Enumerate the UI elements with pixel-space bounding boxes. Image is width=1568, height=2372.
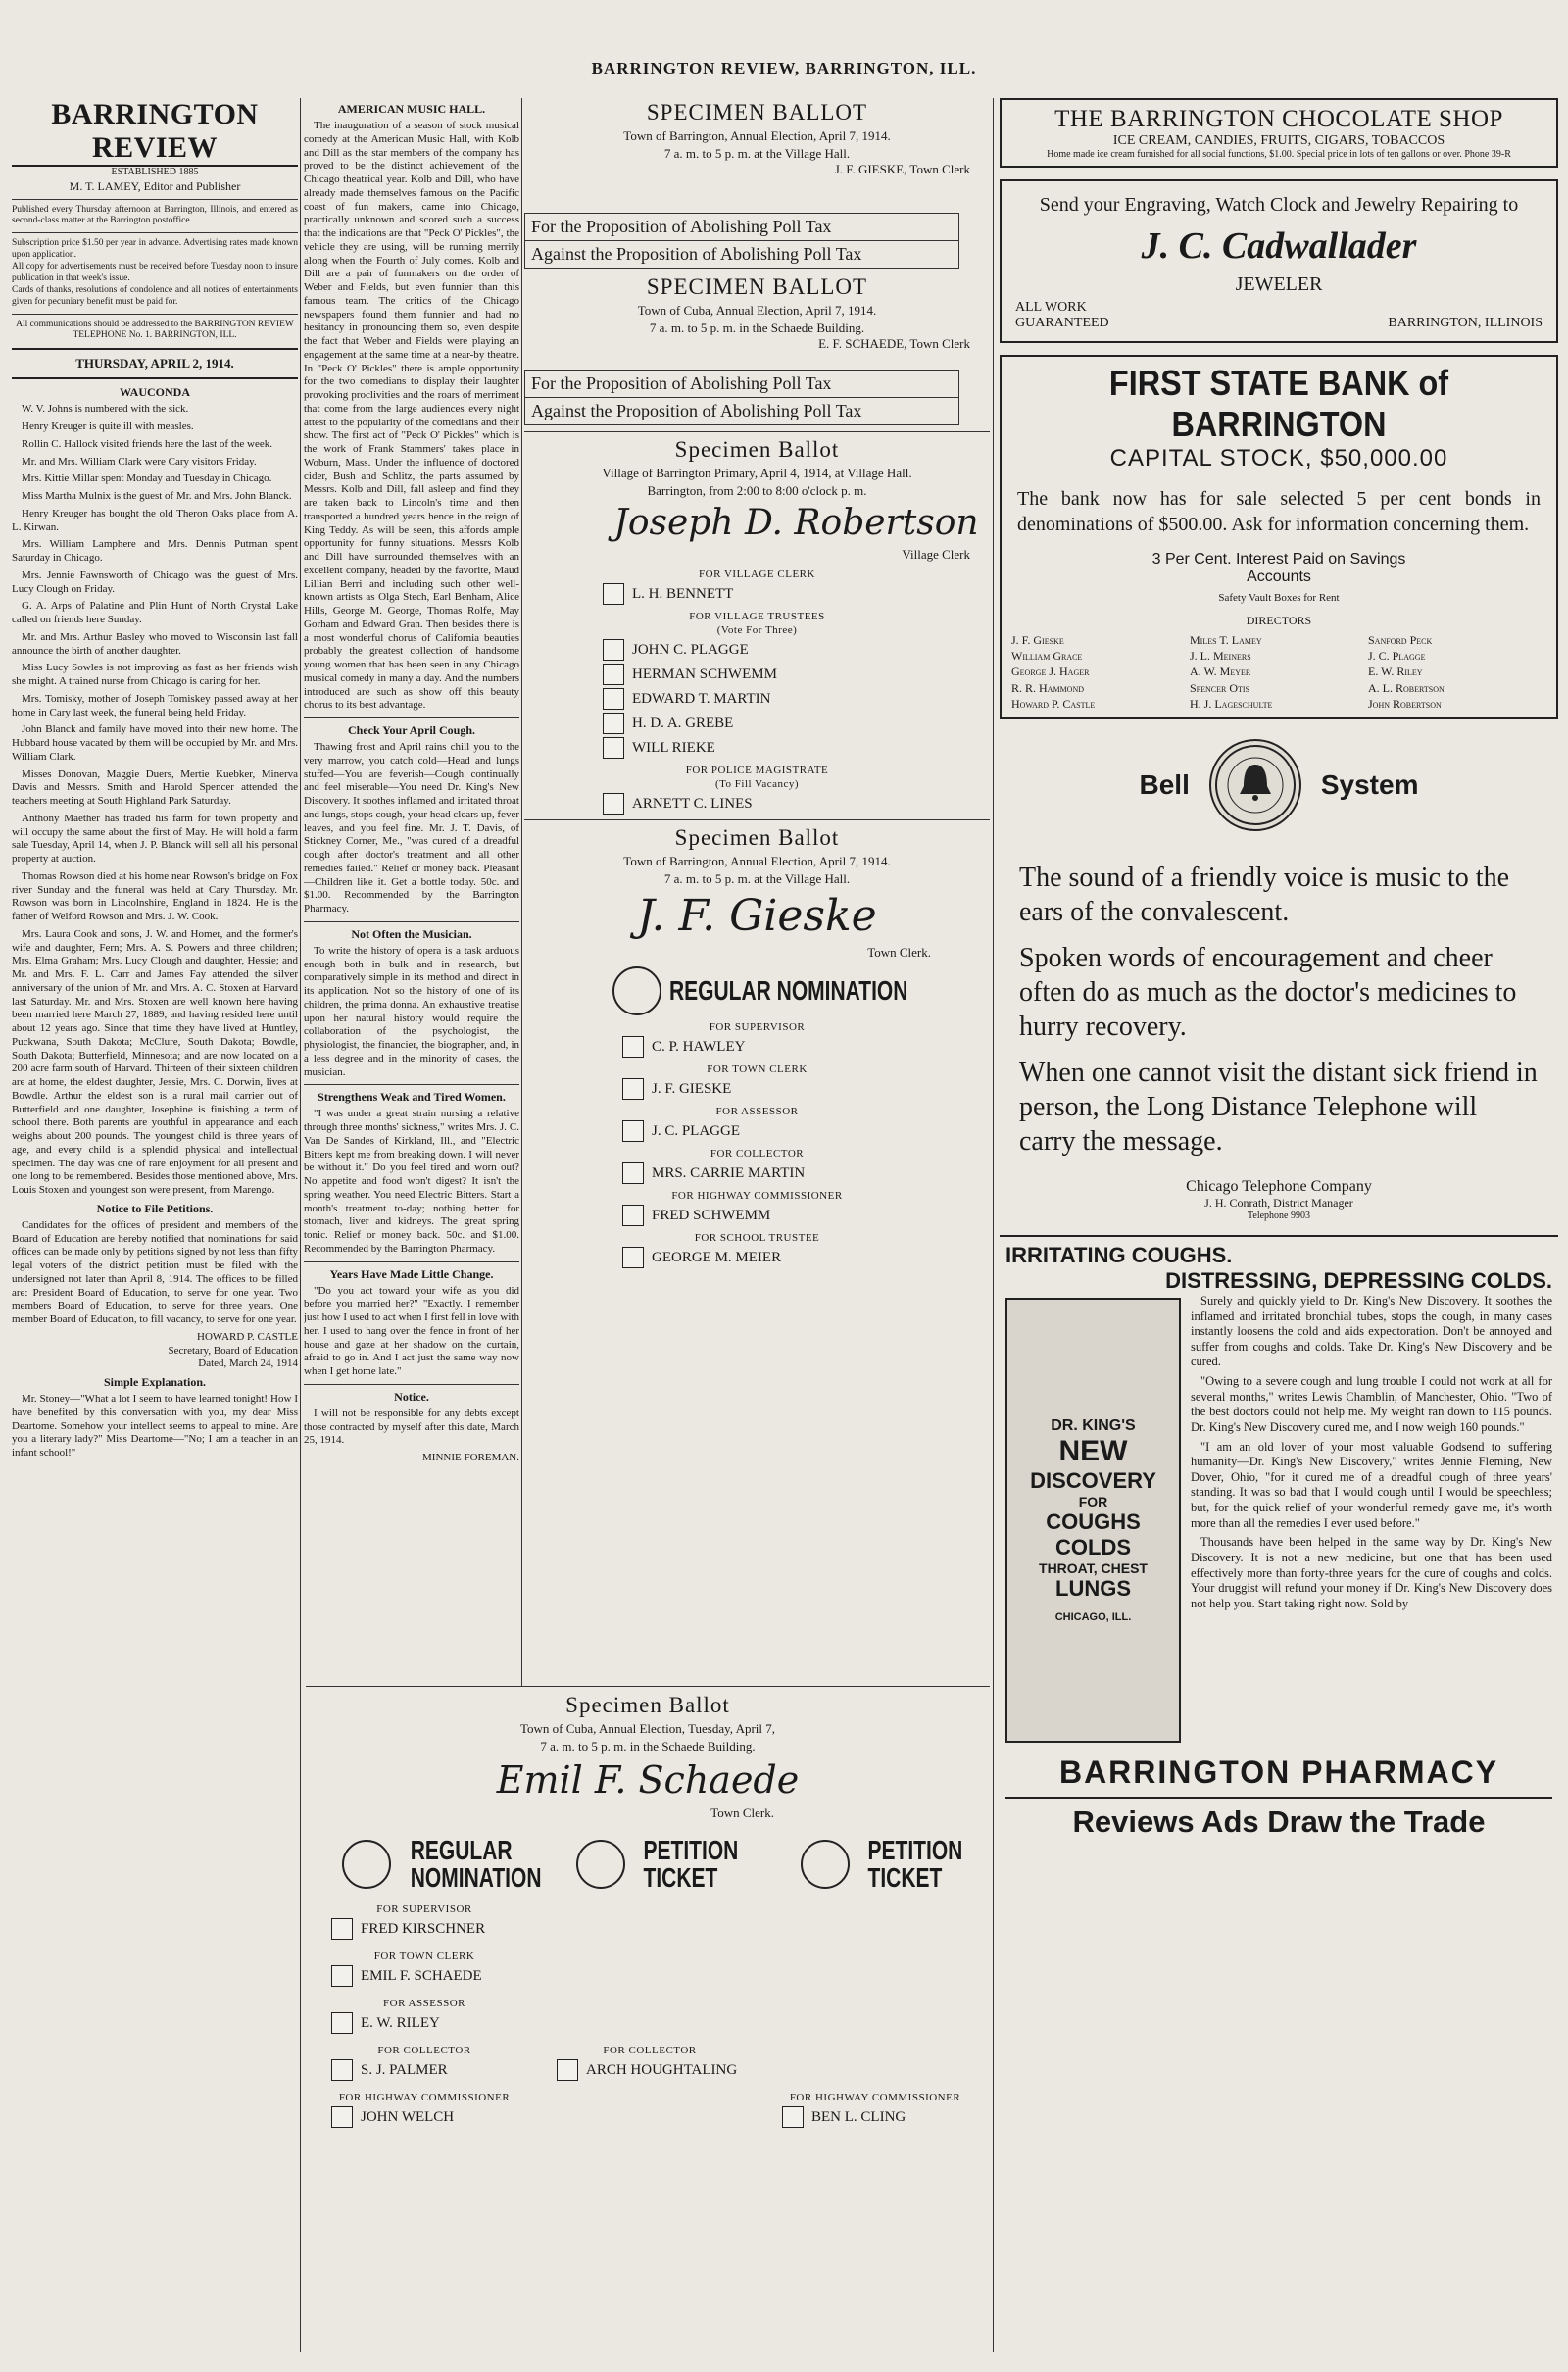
bell-logo-svg: [1213, 743, 1298, 827]
director: E. W. Riley: [1368, 665, 1423, 679]
notice-sign: MINNIE FOREMAN.: [422, 1452, 519, 1463]
system-label: System: [1320, 768, 1419, 800]
news-item: Mrs. Jennie Fawnsworth of Chicago was the guest of Mrs. Lucy Clough on Friday.: [12, 568, 298, 595]
candidate-name: HERMAN SCHWEMM: [632, 666, 777, 682]
chocolate-shop-ad: [1000, 98, 1558, 168]
candidate-row: [622, 1205, 990, 1226]
candidate-row: [603, 713, 990, 734]
cough-heading: Check Your April Cough.: [347, 723, 476, 737]
ballot-line: Barrington, from 2:00 to 8:00 o'clock p. m.: [647, 482, 867, 498]
news-item: Mr. and Mrs. Arthur Basley who moved to Wisconsin last fall announce the birth of another daughter.: [12, 630, 298, 657]
ballot-sign: Town Clerk.: [867, 945, 931, 961]
candidate-row: [603, 583, 990, 605]
regular-nomination-label: REGULAR NOMINATION: [669, 975, 908, 1007]
candidate-row: [603, 793, 990, 815]
candidate-name: ARNETT C. LINES: [632, 795, 753, 812]
office-label: FOR POLICE MAGISTRATE: [685, 765, 829, 777]
director: John Robertson: [1368, 696, 1442, 711]
regular-nomination-row: [612, 966, 990, 1015]
vote-checkbox[interactable]: [622, 1036, 644, 1058]
ad-line: Safety Vault Boxes for Rent: [1218, 592, 1340, 604]
bell-text-2: Spoken words of encouragement and cheer often do as much as the doctor's medicines to hurry recovery.: [1019, 942, 1517, 1042]
wauconda-heading: WAUCONDA: [120, 385, 190, 400]
ballot-sign: E. F. SCHAEDE, Town Clerk: [818, 336, 970, 352]
ballot-line: Town of Cuba, Annual Election, April 7, 1914.: [637, 303, 877, 319]
jeweler-ad: [1000, 179, 1558, 343]
ballot-line: 7 a. m. to 5 p. m. at the Village Hall.: [663, 145, 851, 161]
candidate-row: [622, 1247, 990, 1268]
bell-label: Bell: [1139, 768, 1190, 800]
director: A. L. Robertson: [1368, 680, 1445, 695]
ad-paragraph: "Owing to a severe cough and lung trouble I could not work at all for several months," writes Lewis Chamblin, of Manchester, Ohio. "Two of the best doctors could not help me. My weight ran down to 115 pounds. Dr. King's New Discovery cured me, and I now weigh 160 pounds.": [1191, 1374, 1552, 1434]
petition-notice-heading: Notice to File Petitions.: [96, 1201, 214, 1215]
news-item: Mrs. Tomisky, mother of Joseph Tomiskey passed away at her home in Cary last week, the funeral being held Friday.: [12, 692, 298, 718]
directors-heading: DIRECTORS: [1246, 614, 1312, 627]
office-label: FOR VILLAGE TRUSTEES: [689, 611, 825, 623]
office-note: (Vote For Three): [716, 624, 798, 637]
candidate-row: [603, 688, 990, 710]
column-rule: [300, 98, 301, 2352]
masthead-title: BARRINGTON REVIEW: [12, 98, 298, 167]
candidate-name: FRED KIRSCHNER: [361, 1920, 486, 1937]
bell-text-3: When one cannot visit the distant sick friend in person, the Long Distance Telephone will carry the message.: [1019, 1057, 1538, 1157]
news-item: Mr. and Mrs. William Clark were Cary visitors Friday.: [22, 455, 257, 468]
company-name: Chicago Telephone Company: [1186, 1177, 1372, 1195]
ad-subtitle: DISTRESSING, DEPRESSING COLDS.: [1165, 1267, 1552, 1293]
candidate-name: JOHN WELCH: [361, 2108, 455, 2125]
musician-text: To write the history of opera is a task arduous enough both in bulk and in research, but comparatively simple in its method and direct in its application. Not so the history of one of its children, the prima donna. An exhaustive treatise upon her natural history would require the collaboration of the psychologist, the physiologist, the financier, the biographer, and, in a less degree and in the minority of cases, the musician.: [304, 944, 519, 1078]
vote-checkbox[interactable]: [622, 1205, 644, 1226]
column-rule: [993, 98, 994, 2352]
candidate-row: [622, 1036, 990, 1058]
ticket-label: PETITION TICKET: [643, 1835, 739, 1894]
ad-line: JEWELER: [1235, 273, 1323, 295]
medicine-bottle-icon: [1005, 1298, 1181, 1743]
ticket-column: [342, 1835, 542, 1894]
news-item: Henry Kreuger is quite ill with measles.: [22, 420, 194, 432]
proposition-against: Against the Proposition of Abolishing Poll Tax: [524, 398, 959, 425]
bank-ad: [1000, 355, 1558, 719]
director: H. J. Lageschulte: [1190, 696, 1273, 711]
candidate-name: H. D. A. GREBE: [632, 715, 734, 731]
candidate-name: BEN L. CLING: [811, 2108, 906, 2125]
simple-explanation-text: Mr. Stoney—"What a lot I seem to have learned tonight! How I have benefited by this conversation with you, my dear Miss Deartome. Somehow your intellect seems to appeal to mine. Are you a literary lady?" Miss Deartome—"No; I am a teacher in an infant school!": [12, 1393, 298, 1458]
director: A. W. Meyer: [1190, 665, 1251, 679]
ballot-cuba-town: [306, 1686, 990, 2363]
petition-notice-sign: HOWARD P. CASTLE Secretary, Board of Education Dated, March 24, 1914: [168, 1330, 298, 1370]
wauconda-items: [12, 403, 298, 1198]
news-item: Thomas Rowson died at his home near Rowson's bridge on Fox river Sunday and the funeral was held at Cary Thursday. Mr. Rowson was born in Lincolnshire, England in 1824. He is the father of Welford Rowson and Mrs. J. W. Cook.: [12, 869, 298, 922]
party-circle[interactable]: [801, 1840, 850, 1889]
ad-paragraph: "I am an old lover of your most valuable Godsend to suffering humanity—Dr. King's New Discovery," writes Jennie Fleming, New Dover, Ohio, "for it cured me of a dreadful cough of three years' standing. It was so bad that I would cough until I would be speechless; but, for the quick relief of your wonderful remedy gave me, it's worth more than all the remedies I ever used before.": [1191, 1439, 1552, 1530]
office-label: FOR COLLECTOR: [710, 1148, 805, 1161]
vote-checkbox[interactable]: [603, 664, 624, 685]
musician-heading: Not Often the Musician.: [351, 926, 472, 941]
notice-text: I will not be responsible for any debts except those contracted by myself after this date, March 25, 1914.: [304, 1407, 519, 1447]
ballot-barrington-poll-tax: [524, 100, 990, 269]
ticket-label: PETITION TICKET: [867, 1835, 963, 1894]
vote-checkbox[interactable]: [331, 2012, 353, 2034]
office-label: FOR ASSESSOR: [383, 1998, 466, 2010]
ad-line: Home made ice cream furnished for all social functions, $1.00. Special price in lots of ten gallons or over. Phone 39-R: [1047, 149, 1511, 160]
ad-paragraph: Surely and quickly yield to Dr. King's New Discovery. It soothes the inflamed and irritated bronchial tubes, stops the cough, in many cases instantly loosens the cold and aids expectoration. Don't be annoyed and suffer from coughs and colds. Take Dr. King's New Discovery and be cured.: [1191, 1293, 1552, 1369]
director: J. L. Meiners: [1190, 649, 1251, 664]
vote-checkbox[interactable]: [622, 1247, 644, 1268]
proposition-for: For the Proposition of Abolishing Poll Tax: [524, 370, 959, 398]
ballot-barrington-town: [524, 825, 990, 1268]
bottle-label: COUGHS: [1046, 1508, 1141, 1534]
vote-checkbox[interactable]: [603, 713, 624, 734]
masthead-address: All communications should be addressed to the BARRINGTON REVIEW: [16, 319, 294, 329]
ballot-title: Specimen Ballot: [674, 437, 840, 463]
vote-checkbox[interactable]: [622, 1078, 644, 1100]
office-label: FOR VILLAGE CLERK: [699, 568, 815, 581]
candidate-row: [622, 1078, 990, 1100]
bottle-label: THROAT, CHEST: [1039, 1559, 1148, 1576]
ballot-sign: Village Clerk: [902, 547, 970, 563]
vote-checkbox[interactable]: [603, 793, 624, 815]
candidate-name: EMIL F. SCHAEDE: [361, 1967, 482, 1984]
candidate-row: [603, 664, 990, 685]
ballot-line: Town of Cuba, Annual Election, Tuesday, April 7,: [519, 1721, 776, 1736]
masthead-publish-note: Published every Thursday afternoon at Barrington, Illinois, and entered as second-class matter at the Barrington postoffice.: [12, 204, 298, 226]
director: Sanford Peck: [1368, 633, 1433, 647]
vote-checkbox[interactable]: [331, 2059, 353, 2081]
director: William Grace: [1011, 649, 1083, 664]
news-item: W. V. Johns is numbered with the sick.: [22, 403, 189, 416]
office-note: (To Fill Vacancy): [714, 778, 800, 791]
ad-title: J. C. Cadwallader: [1141, 225, 1417, 267]
years-heading: Years Have Made Little Change.: [329, 1266, 494, 1281]
ballot-title: SPECIMEN BALLOT: [646, 100, 868, 124]
running-head: BARRINGTON REVIEW, BARRINGTON, ILL.: [591, 59, 977, 77]
coughs-ad: [1000, 1243, 1558, 1840]
candidate-name: C. P. HAWLEY: [652, 1038, 746, 1055]
ad-paragraph: Thousands have been helped in the same way by Dr. King's New Discovery. It is not a new medicine, but one that has been used effectively more than forty-three years for the cure of coughs and colds. Your druggist will refund your money if Dr. King's New Discovery does not help you. Start taking right now. Sold by: [1191, 1535, 1552, 1610]
news-item: Miss Lucy Sowles is not improving as fast as her friends wish she might. A trained nurse from Chicago is caring for her.: [12, 662, 298, 687]
vote-checkbox[interactable]: [557, 2059, 578, 2081]
ad-title: FIRST STATE BANK of BARRINGTON: [1108, 363, 1449, 444]
candidate-row: [622, 1120, 990, 1142]
news-item: Miss Martha Mulnix is the guest of Mr. and Mrs. John Blanck.: [22, 490, 292, 502]
office-label: FOR TOWN CLERK: [707, 1063, 808, 1076]
ballot-line: Village of Barrington Primary, April 4, 1914, at Village Hall.: [602, 466, 912, 481]
ballot-cuba-poll-tax: [524, 274, 990, 425]
masthead-telephone: TELEPHONE No. 1. BARRINGTON, ILL.: [73, 330, 237, 341]
news-item: Anthony Maether has traded his farm for town property and will occupy the same about the first of May. He will hold a farm sale Tuesday, April 14, when J. P. Blanck will sell all his personal property at auction.: [12, 812, 298, 865]
ballot-title: Specimen Ballot: [674, 825, 840, 851]
ballot-sign: Town Clerk.: [710, 1805, 774, 1821]
vote-checkbox[interactable]: [622, 1120, 644, 1142]
candidate-name: MRS. CARRIE MARTIN: [652, 1164, 806, 1181]
ticket-header-row: [306, 1837, 990, 1892]
vote-checkbox[interactable]: [331, 1918, 353, 1940]
director: Miles T. Lamey: [1190, 633, 1262, 647]
ad-line: CAPITAL STOCK, $50,000.00: [1109, 445, 1448, 471]
news-item: John Blanck and family have moved into their new home. The Hubbard house vacated by them will be occupied by Mr. and Mrs. William Clark.: [12, 723, 298, 763]
office-label: FOR COLLECTOR: [377, 2045, 471, 2057]
pharmacy-name: BARRINGTON PHARMACY: [1058, 1754, 1499, 1790]
ad-line: ALL WORK GUARANTEED: [1015, 300, 1109, 330]
candidate-row: [603, 737, 990, 759]
column-advertisements: [1000, 98, 1558, 2352]
news-item: G. A. Arps of Palatine and Plin Hunt of North Crystal Lake called on friends here Sunday.: [12, 600, 298, 625]
simple-explanation-heading: Simple Explanation.: [103, 1375, 207, 1389]
vote-checkbox[interactable]: [782, 2106, 804, 2128]
director: R. R. Hammond: [1011, 680, 1085, 695]
vote-checkbox[interactable]: [622, 1162, 644, 1184]
bottle-label: DR. KING'S: [1051, 1416, 1136, 1434]
ballot-line: Town of Barrington, Annual Election, April 7, 1914.: [623, 128, 891, 143]
office-label: FOR TOWN CLERK: [373, 1951, 475, 1963]
notice-heading: Notice.: [394, 1389, 429, 1404]
candidate-row: [622, 1162, 990, 1184]
candidate-name: GEORGE M. MEIER: [652, 1249, 782, 1265]
bell-text-1: The sound of a friendly voice is music to the ears of the convalescent.: [1019, 862, 1509, 927]
ballot-line: 7 a. m. to 5 p. m. at the Village Hall.: [663, 870, 851, 886]
bottle-label: FOR: [1078, 1493, 1108, 1509]
candidate-name: L. H. BENNETT: [632, 585, 734, 602]
vote-checkbox[interactable]: [331, 1965, 353, 1987]
vote-checkbox[interactable]: [603, 688, 624, 710]
years-text: "Do you act toward your wife as you did before you married her?" "Exactly. I remember just how I used to act when I first fell in love with her. I used to hang over the fence in front of her house and gaze at her shadow on the curtain, afraid to go in. And I act just the same way now when I get home late.": [304, 1284, 519, 1377]
ballot-title: SPECIMEN BALLOT: [646, 274, 868, 300]
petition-notice-text: Candidates for the offices of president and members of the Board of Education are hereby notified that nominations for said offices can be made only by petitions signed by not less than fifty legal voters of the district petition must be filed with the undersigned not later than April 8, 1914. The offices to be filled are: President Board of Education, to serve for one year. Two members Board of Education, to serve for three years. One member Board of Education, to fill vacancy, to serve for one year.: [12, 1218, 298, 1325]
news-item: Misses Donovan, Maggie Duers, Mertie Kuebker, Minerva Davis and Messrs. Smith and Harold Spencer attended the teachers meeting at South Highland Park Saturday.: [12, 767, 298, 807]
issue-date: THURSDAY, APRIL 2, 1914.: [75, 356, 234, 371]
vote-checkbox[interactable]: [603, 583, 624, 605]
clerk-signature: J. F. Gieske: [637, 891, 877, 942]
bell-icon: [1209, 739, 1301, 831]
candidate-name: J. C. PLAGGE: [652, 1122, 741, 1139]
office-label: FOR HIGHWAY COMMISSIONER: [789, 2092, 961, 2104]
candidate-name: JOHN C. PLAGGE: [632, 641, 749, 658]
candidate-name: FRED SCHWEMM: [652, 1207, 771, 1223]
masthead-editor: M. T. LAMEY, Editor and Publisher: [69, 178, 241, 193]
candidate-name: J. F. GIESKE: [652, 1080, 732, 1097]
ad-line: Send your Engraving, Watch Clock and Jewelry Repairing to: [1039, 194, 1519, 216]
clerk-signature: Emil F. Schaede: [496, 1758, 800, 1803]
ad-title: IRRITATING COUGHS.: [1005, 1242, 1233, 1267]
masthead-cards: Cards of thanks, resolutions of condolence and all notices of entertainments given for pecuniary benefit must be paid for.: [12, 284, 298, 307]
candidate-name: E. W. RILEY: [361, 2014, 440, 2031]
news-item: Rollin C. Hallock visited friends here the last of the week.: [22, 437, 272, 450]
bottle-label: CHICAGO, ILL.: [1054, 1610, 1132, 1623]
ballot-sign: J. F. GIESKE, Town Clerk: [834, 162, 970, 177]
ad-line: ICE CREAM, CANDIES, FRUITS, CIGARS, TOBACCOS: [1112, 133, 1446, 148]
director: J. C. Plagge: [1368, 649, 1426, 664]
candidate-name: S. J. PALMER: [361, 2061, 448, 2078]
proposition-for: For the Proposition of Abolishing Poll Tax: [524, 213, 959, 241]
candidate-name: ARCH HOUGHTALING: [586, 2061, 738, 2078]
ticket-grid: [312, 1898, 990, 2131]
office-label: FOR HIGHWAY COMMISSIONER: [338, 2092, 511, 2104]
ballot-line: 7 a. m. to 5 p. m. in the Schaede Building.: [540, 1738, 756, 1754]
party-circle[interactable]: [342, 1840, 391, 1889]
column-local-news: [12, 98, 298, 2352]
masthead-established: ESTABLISHED 1885: [111, 167, 199, 177]
cough-text: Thawing frost and April rains chill you to the very marrow, you catch cold—Head and lungs stuffed—You are feverish—Cough continually and feel miserable—You need Dr. King's New Discovery. It soothes inflamed and irritated throat and lungs, stops cough, your head clears up, fever leaves, and you feel fine. Mr. J. T. Davis, of Stickney Corner, Me., "was cured of a dreadful cough after doctor's treatment and all other remedies failed." Relief or money back. Pleasant—Children like it. Get a bottle today. 50c. and $1.00. Recommended by the Barrington Pharmacy.: [304, 741, 519, 914]
ticket-label: REGULAR NOMINATION: [410, 1835, 542, 1894]
office-label: FOR COLLECTOR: [603, 2045, 697, 2057]
vote-checkbox[interactable]: [603, 737, 624, 759]
director: Howard P. Castle: [1011, 696, 1096, 711]
masthead-copy: All copy for advertisements must be received before Tuesday noon to insure publication in that week's issue.: [12, 262, 298, 283]
ballot-line: Town of Barrington, Annual Election, April 7, 1914.: [623, 854, 891, 869]
bottle-label: NEW: [1058, 1434, 1128, 1467]
office-label: FOR SUPERVISOR: [709, 1021, 806, 1034]
strength-text: "I was under a great strain nursing a relative through three months' sickness," writes Mrs. J. C. Van De Sandes of Kirkland, Ill., and "Electric Bitters kept me from breaking down. I will never be without it." Do you feel tired and worn out? No appetite and food won't digest? It isn't the spring weather. You need Electric Bitters. Start a month's treatment to-day; nothing better for stomach, liver and kidneys. The great spring tonic. Relief or money back. 50c. and $1.00. Recommended by the Barrington Pharmacy.: [304, 1108, 519, 1255]
slogan: Reviews Ads Draw the Trade: [1072, 1804, 1486, 1839]
ballot-line: 7 a. m. to 5 p. m. in the Schaede Building.: [649, 320, 865, 335]
bottle-label: LUNGS: [1055, 1575, 1131, 1601]
music-hall-heading: AMERICAN MUSIC HALL.: [337, 102, 486, 116]
vote-checkbox[interactable]: [331, 2106, 353, 2128]
ad-line: 3 Per Cent. Interest Paid on Savings Accounts: [1152, 551, 1406, 585]
proposition-against: Against the Proposition of Abolishing Poll Tax: [524, 241, 959, 269]
ad-title: THE BARRINGTON CHOCOLATE SHOP: [1054, 106, 1503, 132]
music-hall-text: The inauguration of a season of stock musical comedy at the American Music Hall, with Kolb and Dill as the star members of the company has proved to be the distinct achievement of the Chicago theatrical year. Kolb and Dill, who have already made themselves famous on the Pacific coast of fun makers, came into Chicago, practically unknown and scored such a success that the indications are that "Peck O' Pickles", the vehicle they are using, will be running merrily along when the Fourth of July comes. Kolb and Dill are a pair of funmakers on the order of Weber and Fields, but even funnier than this famous team. The critics of the Chicago newspapers found them funnier and had no hesitancy in pronouncing them so, even despite the fact that Weber and Fields were playing an engagement at the same time at a near-by theatre. In "Peck O' Pickles" there is ample opportunity for the two comedians to display their laughter provoking proclivities and the roars of merriment that come from the large audiences every night attest to the popularity of the comedians and their show. The first act of "Peck O' Pickles" which is the work of Frank Stammers' takes place in Woburn, Mass. Under the influence of doctored cider, Bush and Schlitz, the parts assumed by Messrs. Kolb and Dill, fall asleep and find they are taken back to Lincoln's time and then transported a hundred years hence in the reign of King Teddy. As will be seen, this affords ample opportunity for funny situations. Messrs Kolb and Dill have surrounded themselves with an excellent company, headed by the favorite, Maud Lillian Berri and including such other well-known artists as Olga Stech, Earl Benham, Alice Hills, George M. George, Thomas Rolfe, May Gorham and Edward Gran. Then besides there is a most wonderful chorus of California beauties probably the greatest collection of handsome young women that has been seen in any Chicago musical comedy in many a day. And the numbers introduced are such as show off this beauty chorus to its best advantage.: [304, 120, 519, 712]
directors-list: [1011, 632, 1546, 712]
news-item: Mrs. Laura Cook and sons, J. W. and Homer, and the former's wife and daughter, Fern; Mrs. A. S. Powers and three children; Mrs. Elma Graham; Mrs. Lucy Clough and daughter, Hessie; and Mr. and Mrs. F. L. Carr and James Fay attended the silver anniversary of the union of Mr. and Mrs. A. C. Stoxen at Harvard last Saturday. Mr. and Mrs. Stoxen are well known here having been married here March 27, 1889, and having resided here until about 12 years ago. Since that time they have lived at Huntley, Puckwana, South Dakota; McClure, South Dakota; Bowdle, South Dakota; Butterfield, Minnesota; and are now located on a 200 acre farm south of Harvard. Thirteen of their sixteen children are at home, the eldest daughter, Jessie, Mrs. C. Dorwin, lives at Bowdle. Arthur the eldest son is a rural mail carrier out of Butterfield and one daughter, Josephine is finishing a term of school there. Both parents are youthful in appearance and each weighs about 200 pounds. The youngest child is three years of age, and every child is a splendid physical and intellectual specimen. The day was one of rare enjoyment for all present and one long to be remembered. Besides those mentioned above, Mrs. Louis Stoxen and youngest son were present, from Marengo.: [12, 927, 298, 1196]
office-label: FOR ASSESSOR: [715, 1106, 799, 1118]
ad-line: BARRINGTON, ILLINOIS: [1388, 316, 1543, 330]
bell-system-ad: [1000, 739, 1558, 1221]
vote-checkbox[interactable]: [603, 639, 624, 661]
ballot-village-primary: [524, 437, 990, 815]
news-item: Mrs. William Lamphere and Mrs. Dennis Putman spent Saturday in Chicago.: [12, 538, 298, 564]
director: Spencer Otis: [1190, 680, 1250, 695]
bottle-label: COLDS: [1055, 1534, 1131, 1559]
office-label: FOR SUPERVISOR: [376, 1903, 472, 1916]
party-circle[interactable]: [612, 966, 662, 1015]
candidate-row: [603, 639, 990, 661]
news-item: Henry Kreuger has bought the old Theron Oaks place from A. L. Kirwan.: [12, 507, 298, 533]
ticket-column: [576, 1835, 739, 1894]
party-circle[interactable]: [576, 1840, 625, 1889]
candidate-name: WILL RIEKE: [632, 739, 715, 756]
news-item: Mrs. Kittie Millar spent Monday and Tuesday in Chicago.: [22, 472, 272, 485]
ad-text: The bank now has for sale selected 5 per cent bonds in denominations of $500.00. Ask for information concerning them.: [1017, 488, 1541, 535]
ticket-column: [801, 1835, 963, 1894]
candidate-name: EDWARD T. MARTIN: [632, 690, 771, 707]
director: J. F. Gieske: [1011, 633, 1064, 647]
company-phone: Telephone 9903: [1247, 1210, 1310, 1221]
company-manager: J. H. Conrath, District Manager: [1204, 1195, 1353, 1210]
clerk-signature: Joseph D. Robertson: [613, 503, 979, 544]
bottle-label: DISCOVERY: [1030, 1467, 1156, 1493]
office-label: FOR SCHOOL TRUSTEE: [694, 1232, 820, 1245]
ballot-title: Specimen Ballot: [565, 1693, 730, 1717]
office-label: FOR HIGHWAY COMMISSIONER: [671, 1190, 843, 1203]
director: George J. Hager: [1011, 665, 1090, 679]
strength-heading: Strengthens Weak and Tired Women.: [318, 1090, 506, 1105]
masthead-rates: Subscription price $1.50 per year in advance. Advertising rates made known upon application.: [12, 238, 298, 261]
